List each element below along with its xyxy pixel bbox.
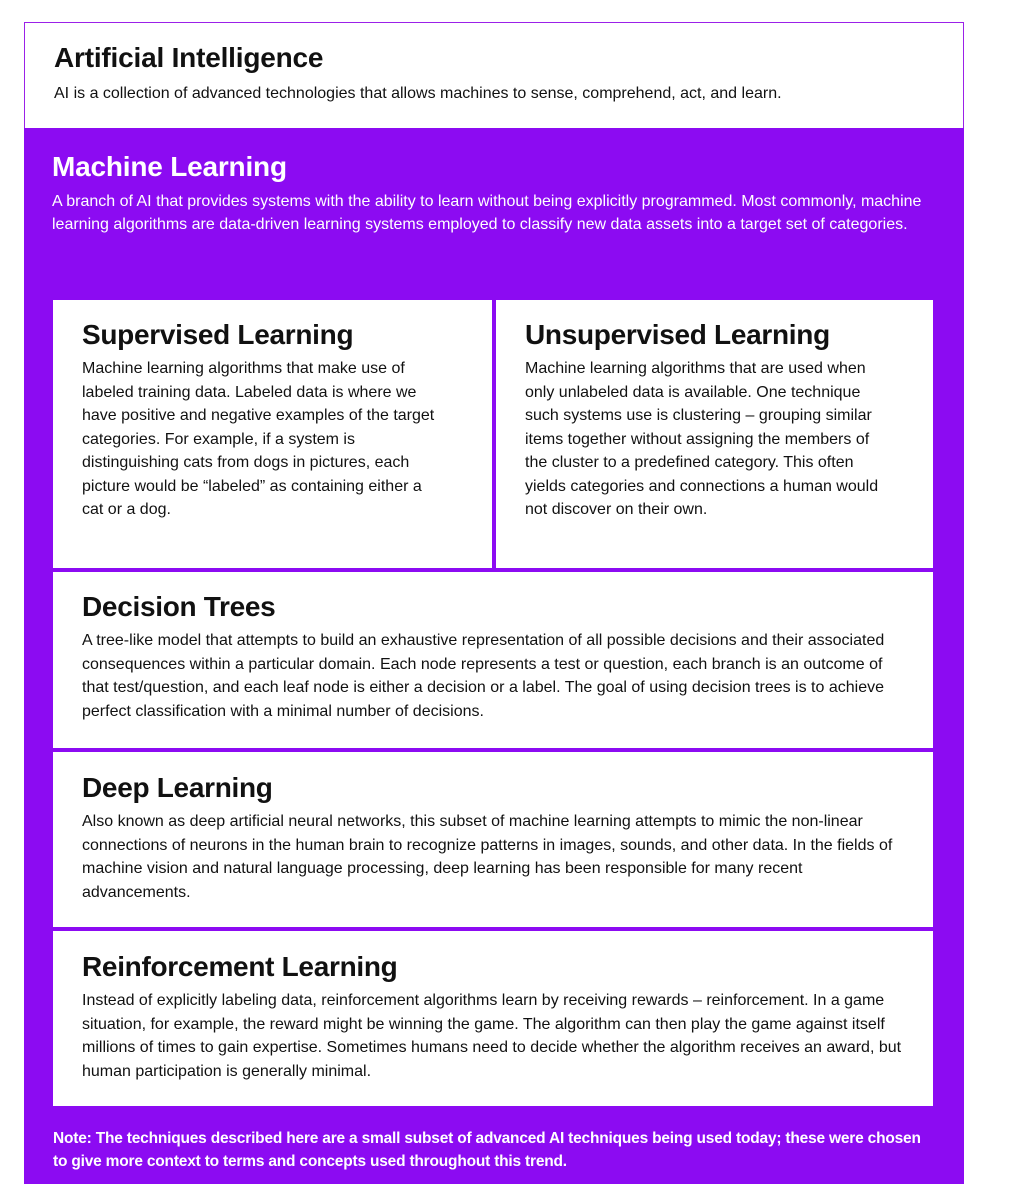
ai-header-box	[24, 22, 964, 129]
ai-title: Artificial Intelligence	[54, 42, 324, 73]
decision-trees-card	[53, 572, 933, 748]
deep-learning-title: Deep Learning	[82, 772, 273, 803]
decision-trees-title: Decision Trees	[82, 591, 276, 622]
unsupervised-learning-title: Unsupervised Learning	[525, 319, 830, 350]
machine-learning-panel	[24, 128, 964, 1184]
supervised-learning-title: Supervised Learning	[82, 319, 354, 350]
deep-learning-description: Also known as deep artificial neural networks, this subset of machine learning attempts to mimic the non-linear connections of neurons in the human brain to recognize patterns in images, sounds, and other data. In the fields of machine vision and natural language processing, deep learning has been responsible for many recent advancements.	[82, 813, 893, 901]
ai-infographic	[24, 22, 964, 1184]
machine-learning-title: Machine Learning	[52, 151, 287, 182]
unsupervised-learning-card	[496, 300, 933, 568]
reinforcement-learning-title: Reinforcement Learning	[82, 951, 398, 982]
supervised-learning-card	[53, 300, 492, 568]
reinforcement-learning-card	[53, 931, 933, 1106]
supervised-learning-description: Machine learning algorithms that make use of labeled training data. Labeled data is where we have positive and negative examples of the target categories. For example, if a system is distinguishing cats from dogs in pictures, each picture would be “labeled” as containing either a cat or a dog.	[82, 360, 435, 518]
footnote: Note: The techniques described here are a small subset of advanced AI techniques being used today; these were chosen to give more context to terms and concepts used throughout this trend.	[53, 1130, 921, 1170]
ai-description: AI is a collection of advanced technologies that allows machines to sense, comprehend, act, and learn.	[54, 85, 782, 102]
decision-trees-description: A tree-like model that attempts to build an exhaustive representation of all possible decisions and their associated consequences within a particular domain. Each node represents a test or question, each branch is an outcome of that test/question, and each leaf node is either a decision or a label. The goal of using decision trees is to achieve perfect classification with a minimal number of decisions.	[82, 632, 885, 720]
deep-learning-card	[53, 752, 933, 927]
reinforcement-learning-description: Instead of explicitly labeling data, reinforcement algorithms learn by receiving rewards – reinforcement. In a game situation, for example, the reward might be winning the game. The algorithm can then play the game against itself millions of times to gain expertise. Sometimes humans need to decide whether the algorithm receives an award, but human participation is generally minimal.	[82, 992, 902, 1080]
unsupervised-learning-description: Machine learning algorithms that are used when only unlabeled data is available. One technique such systems use is clustering – grouping similar items together without assigning the members of the cluster to a predefined category. This often yields categories and connections a human would not discover on their own.	[525, 360, 879, 518]
machine-learning-description: A branch of AI that provides systems with the ability to learn without being explicitly programmed. Most commonly, machine learning algorithms are data-driven learning systems employed to classify new data assets into a target set of categories.	[52, 193, 922, 233]
